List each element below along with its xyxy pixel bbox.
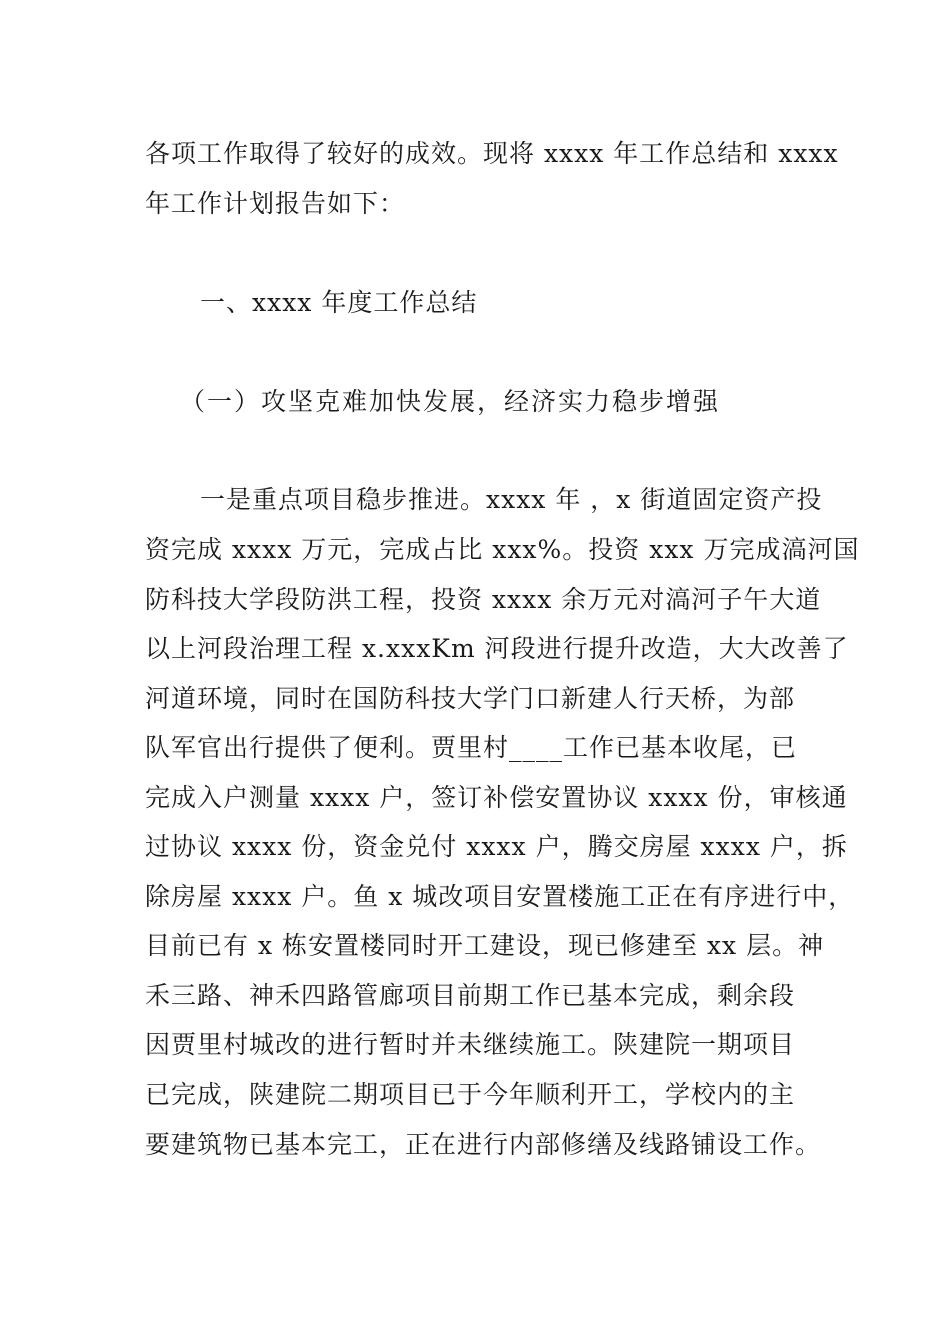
paragraph-line: 一是重点项目稳步推进。xxxx 年 ，x 街道固定资产投 (200, 485, 823, 514)
paragraph-line: 要建筑物已基本完工，正在进行内部修缮及线路铺设工作。 (145, 1130, 822, 1159)
intro-line-1: 各项工作取得了较好的成效。现将 xxxx 年工作总结和 xxxx (145, 139, 839, 168)
paragraph-line: 目前已有 x 栋安置楼同时开工建设，现已修建至 xx 层。神 (145, 931, 825, 960)
paragraph-line: 禾三路、神禾四路管廊项目前期工作已基本完成，剩余段 (145, 981, 796, 1010)
paragraph-line: 除房屋 xxxx 户。鱼 x 城改项目安置楼施工正在有序进行中， (145, 882, 855, 911)
paragraph-line: 以上河段治理工程 x.xxxKm 河段进行提升改造，大大改善了 (145, 634, 849, 663)
paragraph-line: 资完成 xxxx 万元，完成占比 xxx%。投资 xxx 万完成滈河国 (145, 535, 860, 564)
paragraph-line: 已完成，陕建院二期项目已于今年顺利开工，学校内的主 (145, 1080, 796, 1109)
intro-line-2: 年工作计划报告如下： (145, 189, 406, 218)
paragraph-line: 完成入户测量 xxxx 户，签订补偿安置协议 xxxx 份，审核通 (145, 783, 848, 812)
paragraph-line: 因贾里村城改的进行暂时并未继续施工。陕建院一期项目 (145, 1030, 796, 1059)
paragraph-line: 河道环境，同时在国防科技大学门口新建人行天桥，为部 (145, 684, 796, 713)
paragraph-line: 防科技大学段防洪工程，投资 xxxx 余万元对滈河子午大道 (145, 585, 822, 614)
section-heading: 一、xxxx 年度工作总结 (200, 288, 478, 317)
paragraph-line: 队军官出行提供了便利。贾里村____工作已基本收尾，已 (145, 733, 798, 762)
paragraph-line: 过协议 xxxx 份，资金兑付 xxxx 户，腾交房屋 xxxx 户，拆 (145, 832, 848, 861)
subsection-heading: （一）攻坚克难加快发展，经济实力稳步增强 (180, 387, 721, 416)
